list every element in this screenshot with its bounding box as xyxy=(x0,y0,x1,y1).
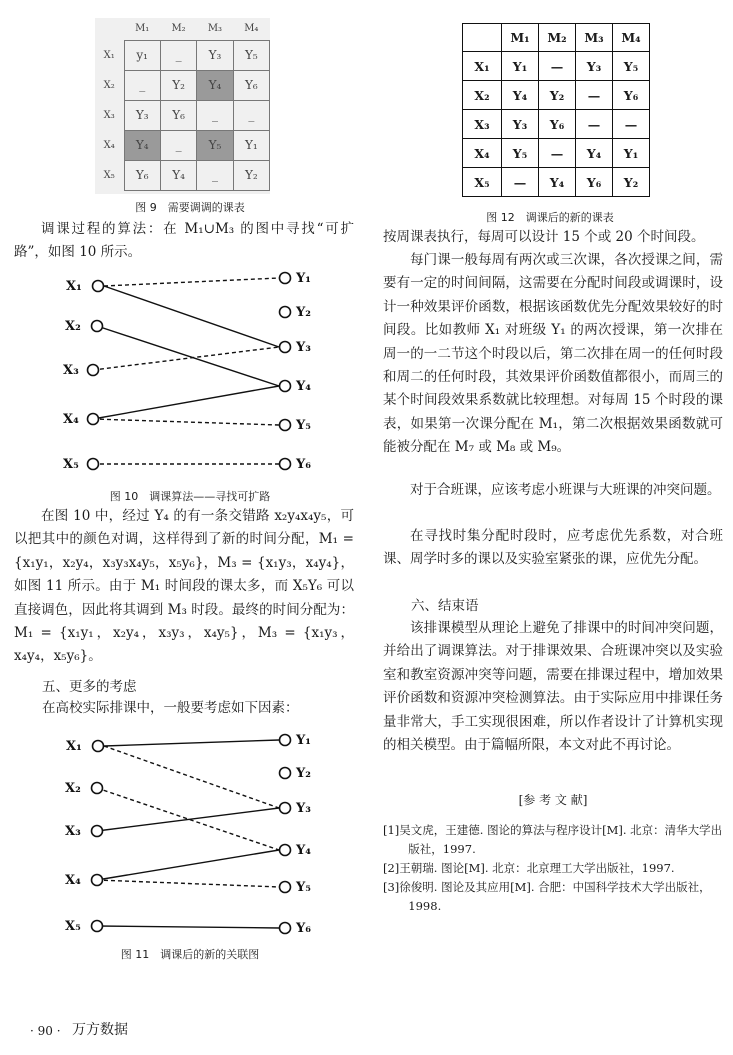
fig11-label-y5: Y₅ xyxy=(296,880,311,895)
fig12-cell: — xyxy=(576,81,613,110)
fig10-label-y4: Y₄ xyxy=(296,379,311,394)
fig9-cell: _ xyxy=(197,160,233,190)
fig10-node-x4 xyxy=(88,414,99,425)
fig12-cell: Y₆ xyxy=(576,168,613,197)
fig11-node-x3 xyxy=(92,826,103,837)
fig11-node-y1 xyxy=(280,735,291,746)
fig9-cell: Y₂ xyxy=(160,70,196,100)
references-title: [参 考 文 献] xyxy=(518,793,588,807)
reference-item: [3]徐俊明. 图论及其应用[M]. 合肥：中国科学技术大学出版社，1998. xyxy=(383,880,711,913)
fig12-cell: — xyxy=(613,110,650,139)
fig12-table xyxy=(462,23,650,197)
fig10-label-y5: Y₅ xyxy=(296,418,311,433)
fig12-row-header: X₃ xyxy=(463,110,502,139)
fig10-label-y3: Y₃ xyxy=(296,340,311,355)
fig9-cell: Y₃ xyxy=(124,100,160,130)
fig9-cell-highlighted: Y₅ xyxy=(197,130,233,160)
fig10-node-y2 xyxy=(280,307,291,318)
fig10-label-y6: Y₆ xyxy=(296,457,311,472)
fig11-edge xyxy=(97,926,279,928)
fig11-edge xyxy=(104,746,279,808)
fig10-label-x2: X₂ xyxy=(65,319,81,334)
watermark: 万方数据 xyxy=(72,1022,128,1038)
fig9-cell: Y₁ xyxy=(233,130,269,160)
fig9-row-header: X₅ xyxy=(103,169,115,181)
fig9-cell: _ xyxy=(233,100,269,130)
fig11-label-x4: X₄ xyxy=(65,873,81,888)
fig9-col-header: M₁ xyxy=(135,23,150,35)
fig9-cell: _ xyxy=(124,70,160,100)
fig12-row-header: X₂ xyxy=(463,81,502,110)
fig10-node-y5 xyxy=(280,420,291,431)
fig9-row-header: X₃ xyxy=(103,109,115,121)
right-paragraph-1: 每门课一般每周有两次或三次课，各次授课之间，需要有一定的时间间隔，这需要在分配时间段或调课时，设计一种效果评价函数，根据该函数优先分配效果较好的时间段。比如教师 X₁ 对班级 Y₁ 的两次授课，第一次排在周一的一二节这个时段以后，第二次排在周一的任何时段和周二的任何时段，其效果评价函数值都很小，而周三的某个时间段效果系数就比较理想。对每周 15 个时段的课表，如果第一次课分配在 M₁，第二次根据效果函数就可能被分配在 M₇ 或 M₈ 或 M₉。 xyxy=(383,252,723,456)
fig11-node-y6 xyxy=(280,923,291,934)
fig9-caption: 图 9 需要调调的课表 xyxy=(135,201,245,214)
fig12-cell: Y₅ xyxy=(613,52,650,81)
fig9-cell-highlighted: Y₄ xyxy=(124,130,160,160)
fig11-node-x4 xyxy=(92,875,103,886)
fig9-cell: Y₆ xyxy=(124,160,160,190)
fig9-cell-highlighted: Y₄ xyxy=(197,70,233,100)
figure-11-graph xyxy=(14,730,354,940)
fig11-label-y6: Y₆ xyxy=(296,921,311,936)
fig11-label-y3: Y₃ xyxy=(296,801,311,816)
fig12-row-header: X₁ xyxy=(463,52,502,81)
fig11-label-y2: Y₂ xyxy=(296,766,311,781)
fig9-cell: Y₄ xyxy=(160,160,196,190)
fig9-row-header: X₄ xyxy=(103,139,115,151)
fig10-node-y6 xyxy=(280,459,291,470)
section-5-text: 在高校实际排课中，一般要考虑如下因素： xyxy=(42,700,299,716)
fig12-col-header: M₄ xyxy=(613,24,650,52)
reference-item: [2]王朝瑞. 图论[M]. 北京：北京理工大学出版社，1997. xyxy=(383,861,675,875)
fig12-cell: Y₄ xyxy=(576,139,613,168)
fig11-node-y4 xyxy=(280,845,291,856)
fig12-cell: Y₆ xyxy=(539,110,576,139)
fig9-table xyxy=(95,18,270,191)
fig9-cell: _ xyxy=(160,130,196,160)
fig9-col-header: M₂ xyxy=(171,23,186,35)
fig12-cell: Y₁ xyxy=(502,52,539,81)
fig10-edge xyxy=(104,286,279,347)
fig9-cell: _ xyxy=(160,40,196,70)
fig11-edge xyxy=(97,850,279,880)
fig9-col-header: M₄ xyxy=(244,23,259,35)
fig12-cell: Y₄ xyxy=(502,81,539,110)
section-6-title: 六、结束语 xyxy=(411,598,479,614)
fig12-cell: Y₁ xyxy=(613,139,650,168)
fig9-cell: Y₆ xyxy=(160,100,196,130)
fig11-node-x1 xyxy=(93,741,104,752)
fig12-row-header: X₅ xyxy=(463,168,502,197)
fig11-label-x1: X₁ xyxy=(66,739,82,754)
fig10-label-x5: X₅ xyxy=(63,457,79,472)
fig12-row-header: X₄ xyxy=(463,139,502,168)
fig11-node-x2 xyxy=(92,783,103,794)
fig12-cell: Y₂ xyxy=(613,168,650,197)
fig12-cell: Y₄ xyxy=(539,168,576,197)
fig9-row-header: X₂ xyxy=(103,79,115,91)
fig11-edge xyxy=(104,740,279,746)
fig12-cell: — xyxy=(576,110,613,139)
fig9-cell: Y₃ xyxy=(197,40,233,70)
fig10-node-x2 xyxy=(92,321,103,332)
fig11-label-x5: X₅ xyxy=(65,919,81,934)
fig10-edge xyxy=(93,347,279,370)
fig10-edge xyxy=(104,278,279,286)
fig12-col-header: M₁ xyxy=(502,24,539,52)
fig10-node-y4 xyxy=(280,381,291,392)
left-paragraph-2: 在图 10 中，经过 Y₄ 的有一条交错路 x₂y₄x₄y₅，可以把其中的颜色对调，这样得到了新的时间分配，M₁ = {x₁y₁，x₂y₄，x₃y₃x₄y₅，x₅y₆}，M₃ = {x₁y₃，x₄y₄}，如图 11 所示。由于 M₁ 时间段的课太多，而 X₅Y₆ 可以直接调色，因此将其调到 M₃ 时段。最终的时间分配为：M₁ = {x₁y₁，x₂y₄，x₃y₃，x₄y₅}，M₃ = {x₁y₃，x₄y₄，x₅y₆}。 xyxy=(14,508,354,665)
fig9-col-header: M₃ xyxy=(207,23,223,35)
fig11-edge xyxy=(97,880,279,887)
fig10-node-y3 xyxy=(280,342,291,353)
fig12-col-header: M₂ xyxy=(539,24,576,52)
figure-10-graph xyxy=(14,266,354,482)
fig10-label-x4: X₄ xyxy=(63,412,79,427)
fig11-edge xyxy=(97,808,279,831)
fig12-caption: 图 12 调课后的新的课表 xyxy=(486,211,614,224)
fig9-row-header: X₁ xyxy=(103,49,115,61)
fig11-node-y2 xyxy=(280,768,291,779)
fig12-col-header: M₃ xyxy=(576,24,613,52)
fig10-edge xyxy=(97,326,279,386)
left-paragraph-1: 调课过程的算法：在 M₁∪M₃ 的图中寻找“可扩路”，如图 10 所示。 xyxy=(14,221,354,261)
figure-9 xyxy=(95,18,270,194)
fig10-node-x1 xyxy=(93,281,104,292)
fig11-node-x5 xyxy=(92,921,103,932)
fig10-edge xyxy=(93,386,279,419)
fig10-edge xyxy=(93,419,279,425)
fig10-label-x1: X₁ xyxy=(66,279,82,294)
fig11-label-y1: Y₁ xyxy=(296,733,311,748)
fig12-cell: Y₂ xyxy=(539,81,576,110)
fig12-cell: Y₅ xyxy=(502,139,539,168)
fig9-cell: y₁ xyxy=(124,40,160,70)
fig12-cell: — xyxy=(502,168,539,197)
reference-item: [1]吴文虎，王建德. 图论的算法与程序设计[M]. 北京：清华大学出版社，1997. xyxy=(383,823,723,856)
fig10-label-y2: Y₂ xyxy=(296,305,311,320)
fig12-cell: — xyxy=(539,139,576,168)
fig12-cell: Y₆ xyxy=(613,81,650,110)
fig9-cell: Y₅ xyxy=(233,40,269,70)
fig11-label-x3: X₃ xyxy=(65,824,81,839)
fig9-cell: Y₂ xyxy=(233,160,269,190)
fig11-label-x2: X₂ xyxy=(65,781,81,796)
right-paragraph-3: 在寻找时集分配时段时，应考虑优先系数，对合班课、周学时多的课以及实验室紧张的课，应优先分配。 xyxy=(383,528,723,568)
right-paragraph-0: 按周课表执行，每周可以设计 15 个或 20 个时间段。 xyxy=(383,229,705,245)
right-paragraph-2: 对于合班课，应该考虑小班课与大班课的冲突问题。 xyxy=(410,482,721,498)
fig10-node-y1 xyxy=(280,273,291,284)
fig11-label-y4: Y₄ xyxy=(296,843,311,858)
fig12-cell: — xyxy=(539,52,576,81)
fig10-node-x5 xyxy=(88,459,99,470)
references-list xyxy=(383,821,723,916)
fig10-label-y1: Y₁ xyxy=(296,271,311,286)
page-number: · 90 · xyxy=(30,1024,61,1038)
fig11-node-y3 xyxy=(280,803,291,814)
fig12-cell: Y₃ xyxy=(502,110,539,139)
fig12-cell: Y₃ xyxy=(576,52,613,81)
fig11-caption: 图 11 调课后的新的关联图 xyxy=(120,948,260,961)
right-paragraph-4: 该排课模型从理论上避免了排课中的时间冲突问题，并给出了调课算法。对于排课效果、合班课冲突以及实验室和教室资源冲突等问题，需要在排课过程中，增加效果评价函数和资源冲突检测算法。由于实际应用中排课任务量非常大，手工实现很困难，所以作者设计了计算机实现的相关模型。由于篇幅所限，本文对此不再讨论。 xyxy=(383,620,723,754)
fig11-node-y5 xyxy=(280,882,291,893)
fig10-node-x3 xyxy=(88,365,99,376)
fig9-cell: Y₆ xyxy=(233,70,269,100)
section-5-title: 五、更多的考虑 xyxy=(42,679,137,695)
fig9-cell: _ xyxy=(197,100,233,130)
fig10-label-x3: X₃ xyxy=(63,363,79,378)
fig10-caption: 图 10 调课算法——寻找可扩路 xyxy=(109,490,271,503)
